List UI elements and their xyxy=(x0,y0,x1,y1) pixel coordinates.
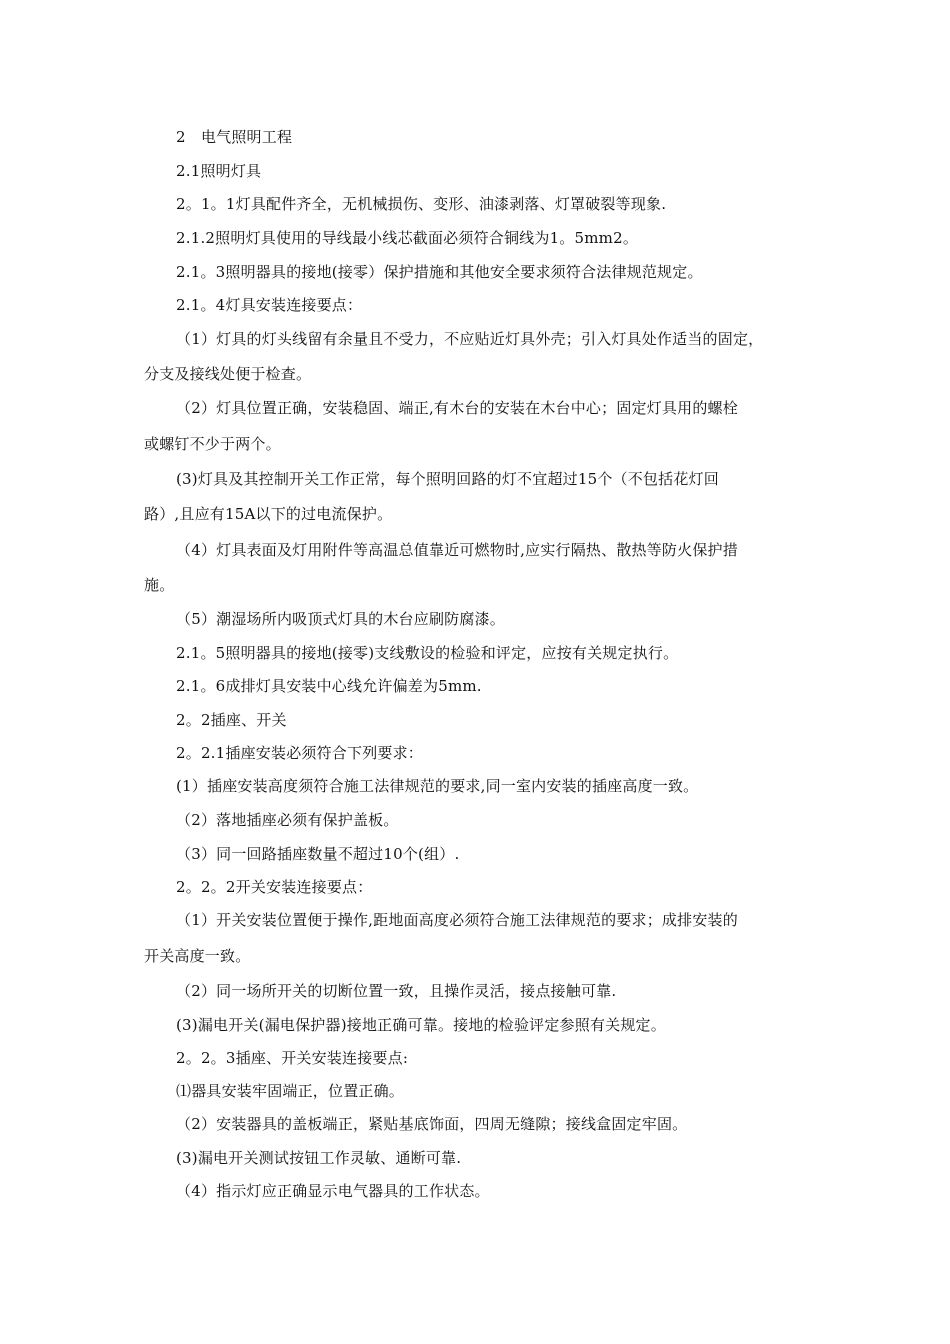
paragraph-line: （2）灯具位置正确，安装稳固、端正,有木台的安装在木台中心；固定灯具用的螺栓 xyxy=(176,399,738,417)
paragraph-line: （2）安装器具的盖板端正，紧贴基底饰面，四周无缝隙；接线盒固定牢固。 xyxy=(176,1115,688,1133)
paragraph-line: （5）潮湿场所内吸顶式灯具的木台应刷防腐漆。 xyxy=(176,610,505,628)
paragraph-line: 2.1。5照明器具的接地(接零)支线敷设的检验和评定，应按有关规定执行。 xyxy=(176,644,679,662)
paragraph-line: （1）开关安装位置便于操作,距地面高度必须符合施工法律规范的要求；成排安装的 xyxy=(176,911,738,929)
paragraph-line: 2。2。2开关安装连接要点： xyxy=(176,878,373,896)
paragraph-line: (3)灯具及其控制开关工作正常，每个照明回路的灯不宜超过15个（不包括花灯回 xyxy=(176,470,719,488)
paragraph-line: 开关高度一致。 xyxy=(144,947,251,965)
paragraph-line: 2。2。3插座、开关安装连接要点: xyxy=(176,1049,409,1067)
paragraph-line: 分支及接线处便于检查。 xyxy=(144,365,312,383)
paragraph-line: ⑴器具安装牢固端正，位置正确。 xyxy=(176,1082,405,1100)
subsection-heading: 2.1照明灯具 xyxy=(176,162,262,180)
paragraph-line: （4）灯具表面及灯用附件等高温总值靠近可燃物时,应实行隔热、散热等防火保护措 xyxy=(176,541,738,559)
paragraph-line: （2）同一场所开关的切断位置一致，且操作灵活，接点接触可靠. xyxy=(176,982,617,1000)
subsection-heading: 2。2插座、开关 xyxy=(176,711,287,729)
paragraph-line: (3)漏电开关(漏电保护器)接地正确可靠。接地的检验评定参照有关规定。 xyxy=(176,1016,666,1034)
paragraph-line: 2。1。1灯具配件齐全，无机械损伤、变形、油漆剥落、灯罩破裂等现象. xyxy=(176,195,667,213)
paragraph-line: 路）,且应有15A以下的过电流保护。 xyxy=(144,505,393,523)
paragraph-line: 2.1。4灯具安装连接要点： xyxy=(176,296,363,314)
paragraph-line: (3)漏电开关测试按钮工作灵敏、通断可靠. xyxy=(176,1149,462,1167)
paragraph-line: 2.1。6成排灯具安装中心线允许偏差为5mm. xyxy=(176,677,482,695)
paragraph-line: 施。 xyxy=(144,576,175,594)
paragraph-line: 2.1。3照明器具的接地(接零）保护措施和其他安全要求须符合法律规范规定。 xyxy=(176,263,703,281)
paragraph-line: （2）落地插座必须有保护盖板。 xyxy=(176,811,399,829)
section-heading: 2 电气照明工程 xyxy=(176,128,293,146)
paragraph-line: 2.1.2照明灯具使用的导线最小线芯截面必须符合铜线为1。5mm2。 xyxy=(176,229,639,247)
paragraph-line: （3）同一回路插座数量不超过10个(组）. xyxy=(176,845,460,863)
paragraph-line: （4）指示灯应正确显示电气器具的工作状态。 xyxy=(176,1182,490,1200)
paragraph-line: (1）插座安装高度须符合施工法律规范的要求,同一室内安装的插座高度一致。 xyxy=(176,777,699,795)
paragraph-line: （1）灯具的灯头线留有余量且不受力，不应贴近灯具外壳；引入灯具处作适当的固定， xyxy=(176,330,764,348)
paragraph-line: 2。2.1插座安装必须符合下列要求： xyxy=(176,744,423,762)
paragraph-line: 或螺钉不少于两个。 xyxy=(144,435,281,453)
